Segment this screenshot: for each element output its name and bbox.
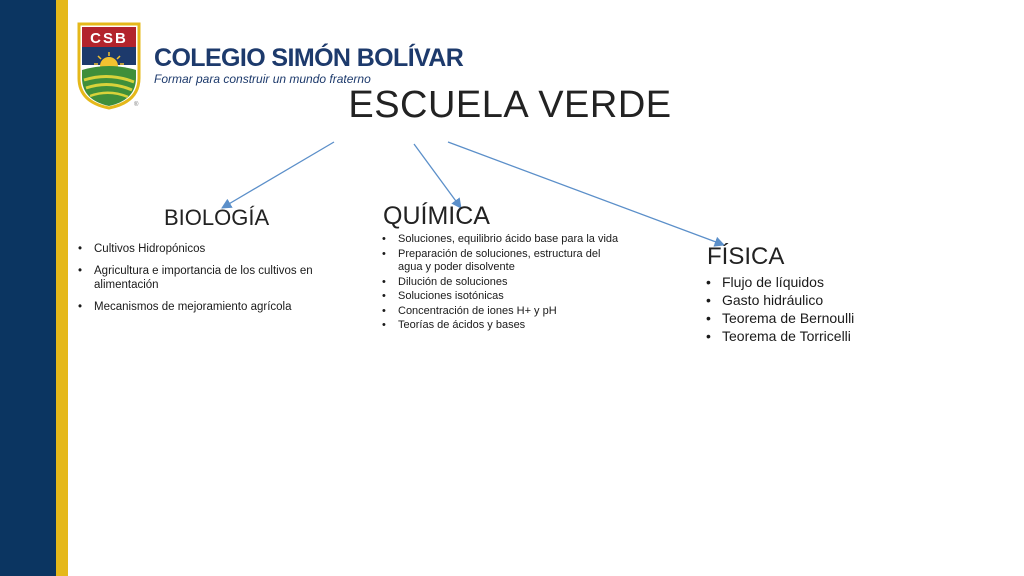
crest-initials: CSB: [90, 30, 128, 47]
list-item: • Preparación de soluciones, estructura del agua y poder disolvente: [382, 248, 627, 275]
list-item: • Concentración de iones H+ y pH: [382, 305, 627, 319]
list-item: • Flujo de líquidos: [706, 273, 906, 291]
biologia-list: [78, 242, 338, 322]
list-item: • Soluciones, equilibrio ácido base para la vida: [382, 233, 627, 247]
list-item: • Teorema de Torricelli: [706, 327, 906, 345]
list-item: • Dilución de soluciones: [382, 276, 627, 290]
fisica-heading: FÍSICA: [707, 243, 785, 270]
registered-mark: ®: [134, 102, 139, 108]
quimica-list: [382, 233, 627, 334]
arrow-to-quimica: [414, 144, 461, 208]
list-item: • Agricultura e importancia de los cultivos en alimentación: [78, 264, 338, 292]
list-item: • Teorías de ácidos y bases: [382, 319, 627, 333]
list-item: • Mecanismos de mejoramiento agrícola: [78, 300, 338, 314]
page-title: ESCUELA VERDE: [348, 84, 672, 126]
list-item: • Soluciones isotónicas: [382, 290, 627, 304]
school-tagline: Formar para construir un mundo fraterno: [154, 72, 371, 86]
school-name: COLEGIO SIMÓN BOLÍVAR: [154, 44, 464, 72]
biologia-heading: BIOLOGÍA: [164, 205, 270, 230]
list-item: • Gasto hidráulico: [706, 291, 906, 309]
fisica-list: [706, 273, 906, 345]
list-item: • Cultivos Hidropónicos: [78, 242, 338, 256]
list-item: • Teorema de Bernoulli: [706, 309, 906, 327]
quimica-heading: QUÍMICA: [383, 202, 490, 230]
arrow-to-biologia: [222, 142, 334, 208]
